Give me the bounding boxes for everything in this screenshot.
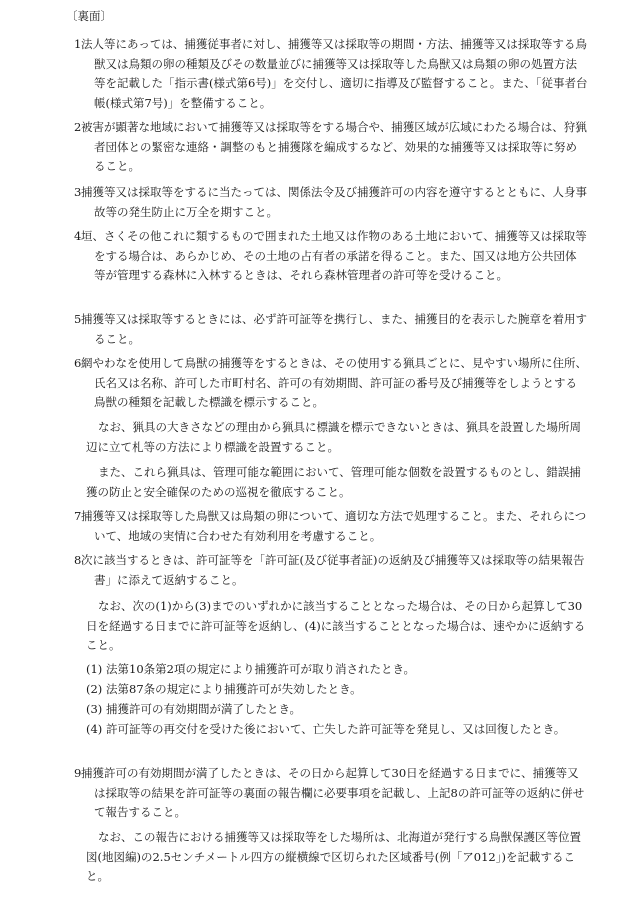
case-4 (86, 720, 588, 740)
case-text: 法第87条の規定により捕獲許可が失効したとき。 (106, 682, 362, 696)
item-number: 1 (74, 37, 82, 51)
item-number: 5 (74, 312, 82, 326)
case-1 (86, 660, 588, 680)
item-number: 7 (74, 509, 82, 523)
item-6-note-1: なお、猟具の大きさなどの理由から猟具に標識を標示できないときは、猟具を設置した場所周辺に立て札等の方法により標識を設置すること。 (86, 420, 581, 454)
item-number: 6 (74, 356, 82, 370)
item-text: 捕獲等又は採取等するときには、必ず許可証等を携行し、また、捕獲目的を表示した腕章を着用すること。 (81, 312, 587, 346)
case-text: 許可証等の再交付を受けた後において、亡失した許可証等を発見し、又は回復したとき。 (106, 722, 566, 736)
item-text: 垣、さくその他これに類するもので囲まれた土地又は作物のある土地において、捕獲等又は採取等をする場合は、あらかじめ、その土地の占有者の承諾を得ること。また、国又は地方公共団体等が管理する森林に入林するときは、それら森林管理者の許可等を受けること。 (81, 229, 587, 282)
item-text: 法人等にあっては、捕獲従事者に対し、捕獲等又は採取等の期間・方法、捕獲等又は採取等する鳥獣又は鳥類の卵の種類及びその数量並びに捕獲等又は採取等した鳥獣又は鳥類の卵の処置方法等を記載した「指示書(様式第6号)」を交付し、適切に指導及び監督すること。また、「従事者台帳(様式第7号)」を整備すること。 (81, 37, 588, 110)
item-9-note: なお、この報告における捕獲等又は採取等をした場所は、北海道が発行する鳥獣保護区等位置図(地図編)の2.5センチメートル四方の縦横線で区切られた区域番号(例「ア012」)を記載すること。 (86, 830, 581, 883)
case-mark: (1) (86, 662, 103, 676)
item-1 (74, 35, 588, 113)
item-8-note: なお、次の(1)から(3)までのいずれかに該当することとなった場合は、その日から起算して30日を経過する日までに許可証等を返納し、(4)に該当することとなった場合は、速やかに返納すること。 (86, 599, 586, 652)
item-number: 3 (74, 185, 82, 199)
item-text: 被害が顕著な地域において捕獲等又は採取等をする場合や、捕獲区域が広域にわたる場合は、狩猟者団体との緊密な連絡・調整のもと捕獲隊を編成するなど、効果的な捕獲等又は採取等に努めること。 (81, 120, 587, 173)
item-text: 捕獲等又は採取等をするに当たっては、関係法令及び捕獲許可の内容を遵守するとともに、人身事故等の発生防止に万全を期すこと。 (81, 185, 587, 219)
item-3 (74, 183, 588, 222)
item-6-note-2: また、これら猟具は、管理可能な範囲において、管理可能な個数を設置するものとし、錯誤捕獲の防止と安全確保のための巡視を徹底すること。 (86, 465, 581, 499)
case-mark: (3) (86, 702, 103, 716)
item-4 (74, 227, 588, 286)
item-text: 捕獲許可の有効期間が満了したときは、その日から起算して30日を経過する日までに、捕獲等又は採取等の結果を許可証等の裏面の報告欄に必要事項を記載し、上記8の許可証等の返納に併せて報告すること。 (81, 766, 585, 819)
item-number: 8 (74, 553, 82, 567)
case-text: 法第10条第2項の規定により捕獲許可が取り消されたとき。 (106, 662, 415, 676)
page-heading: 〔裏面〕 (66, 9, 112, 23)
item-number: 4 (74, 229, 82, 243)
item-9 (74, 764, 588, 823)
item-number: 2 (74, 120, 82, 134)
case-3 (86, 700, 588, 720)
item-text: 捕獲等又は採取等した鳥獣又は鳥類の卵について、適切な方法で処理すること。また、それらについて、地域の実情に合わせた有効利用を考慮すること。 (81, 509, 587, 543)
item-5 (74, 310, 588, 349)
case-mark: (2) (86, 682, 103, 696)
case-2 (86, 680, 588, 700)
item-8 (74, 551, 588, 590)
item-7 (74, 507, 588, 546)
item-text: 次に該当するときは、許可証等を「許可証(及び従事者証)の返納及び捕獲等又は採取等の結果報告書」に添えて返納すること。 (81, 553, 585, 587)
item-2 (74, 118, 588, 177)
item-number: 9 (74, 766, 82, 780)
case-text: 捕獲許可の有効期間が満了したとき。 (106, 702, 302, 716)
item-6 (74, 354, 588, 413)
case-mark: (4) (86, 722, 103, 736)
item-text: 網やわなを使用して鳥獣の捕獲等をするときは、その使用する猟具ごとに、見やすい場所に住所、氏名又は名称、許可した市町村名、許可の有効期間、許可証の番号及び捕獲等をしようとする鳥獣の種類を記載した標識を標示すること。 (81, 356, 587, 409)
